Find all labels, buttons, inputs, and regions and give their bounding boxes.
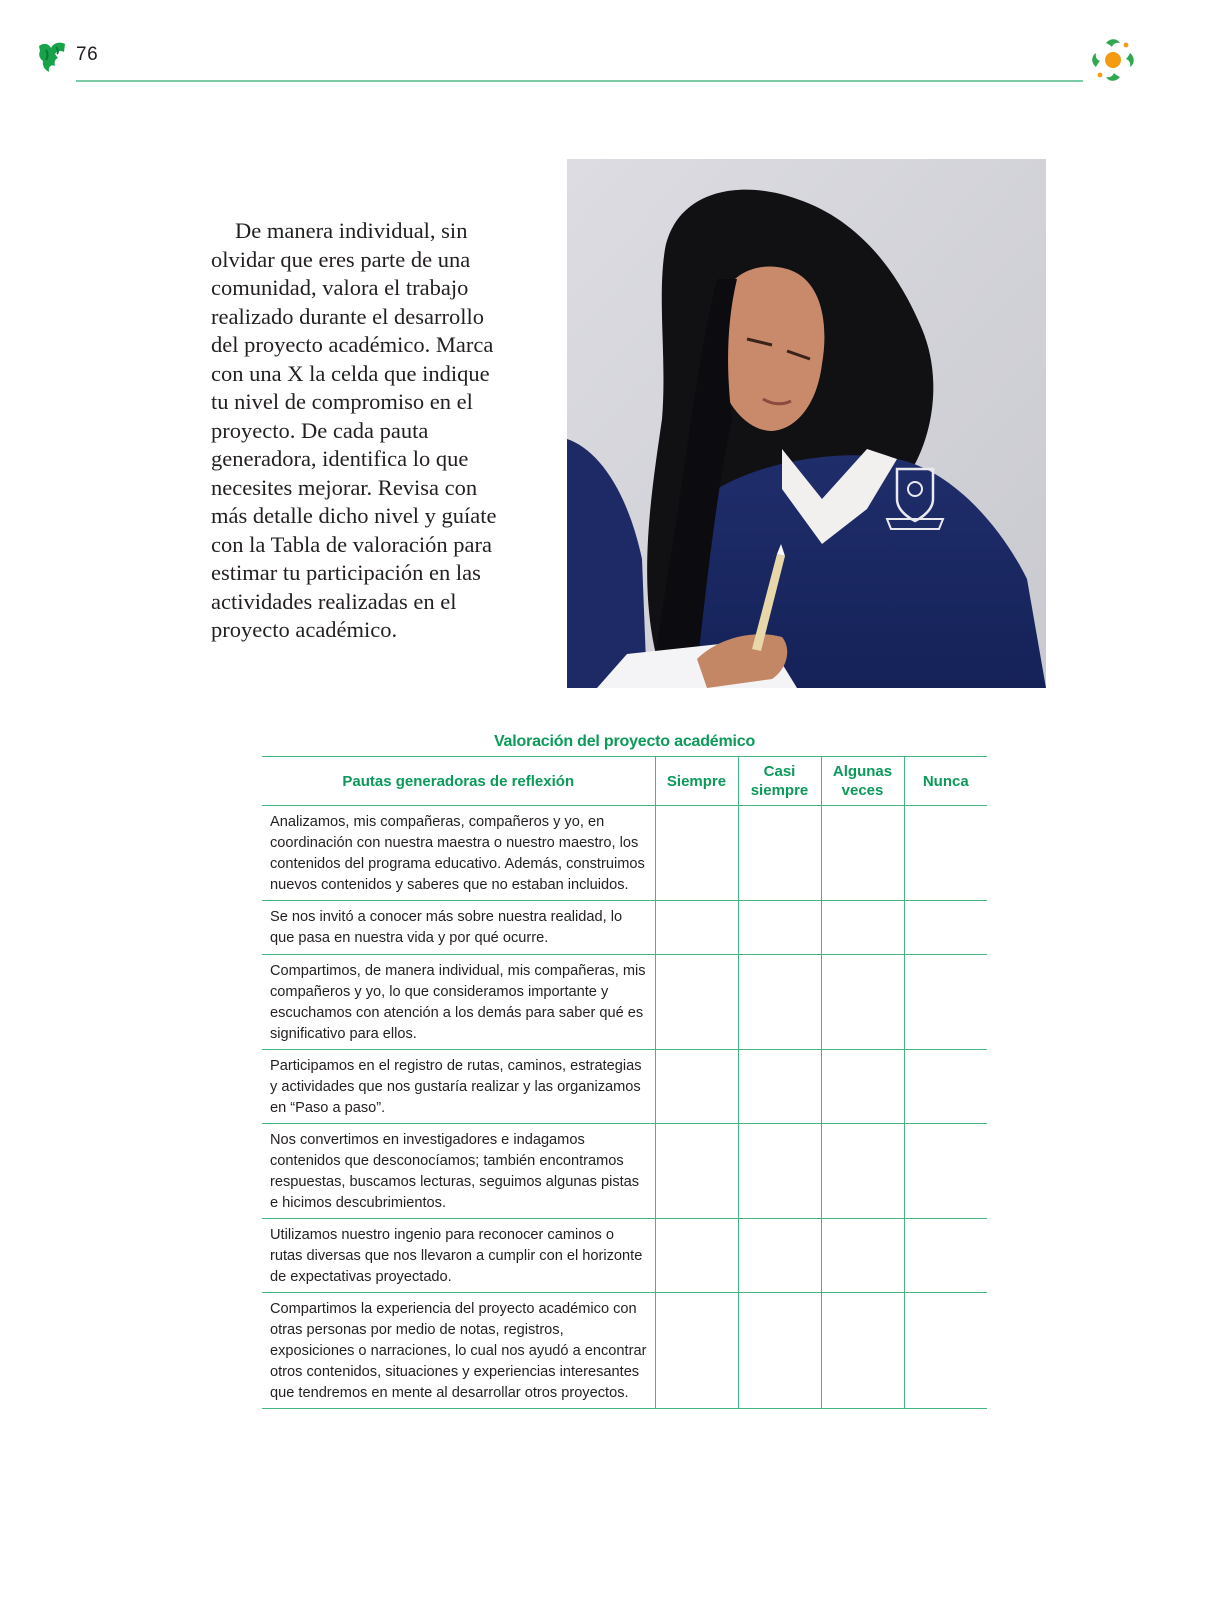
- cell-algunas-veces[interactable]: [821, 955, 904, 1050]
- table-title: Valoración del proyecto académico: [493, 733, 756, 750]
- criterion-text: Nos convertimos en investigadores e indagamos contenidos que desconocíamos; también encontramos respuestas, buscamos lecturas, seguimos algunas pistas e hicimos descubrimientos.: [262, 1124, 655, 1219]
- cell-casi-siempre[interactable]: [738, 806, 821, 901]
- table-row: [262, 1050, 987, 1124]
- criterion-text: Compartimos la experiencia del proyecto académico con otras personas por medio de notas, registros, exposiciones o narraciones, lo cual nos ayudó a encontrar otros contenidos, situaciones y experiencias interesantes que tendremos en mente al desarrollar otros proyectos.: [262, 1293, 655, 1409]
- cell-casi-siempre[interactable]: [738, 1124, 821, 1219]
- cell-nunca[interactable]: [904, 955, 987, 1050]
- cell-casi-siempre[interactable]: [738, 955, 821, 1050]
- cell-nunca[interactable]: [904, 901, 987, 955]
- valoracion-table-section: [262, 728, 987, 1409]
- cell-nunca[interactable]: [904, 806, 987, 901]
- cell-nunca[interactable]: [904, 1124, 987, 1219]
- table-header-row: [262, 757, 987, 806]
- criterion-text: Compartimos, de manera individual, mis compañeras, mis compañeros y yo, lo que consideramos importante y escuchamos con atención a los demás para saber qué es significativo para ellos.: [262, 955, 655, 1050]
- cell-algunas-veces[interactable]: [821, 901, 904, 955]
- header-divider: [76, 80, 1083, 82]
- cell-siempre[interactable]: [655, 1219, 738, 1293]
- cell-casi-siempre[interactable]: [738, 1219, 821, 1293]
- header-casi-siempre: Casi siempre: [738, 757, 821, 806]
- cell-nunca[interactable]: [904, 1050, 987, 1124]
- cell-algunas-veces[interactable]: [821, 806, 904, 901]
- valoracion-table: [262, 756, 987, 1409]
- table-row: [262, 1124, 987, 1219]
- cell-algunas-veces[interactable]: [821, 1124, 904, 1219]
- cell-casi-siempre[interactable]: [738, 1293, 821, 1409]
- cell-algunas-veces[interactable]: [821, 1219, 904, 1293]
- flower-emblem-icon: [1086, 33, 1140, 87]
- criterion-text: Se nos invitó a conocer más sobre nuestra realidad, lo que pasa en nuestra vida y por qué ocurre.: [262, 901, 655, 955]
- table-row: [262, 806, 987, 901]
- table-row: [262, 1219, 987, 1293]
- table-row: [262, 901, 987, 955]
- cell-siempre[interactable]: [655, 1050, 738, 1124]
- cell-siempre[interactable]: [655, 1293, 738, 1409]
- page-number: 76: [76, 44, 99, 65]
- header-siempre: Siempre: [655, 757, 738, 806]
- cell-siempre[interactable]: [655, 1124, 738, 1219]
- cell-siempre[interactable]: [655, 955, 738, 1050]
- student-writing-photo: [567, 159, 1046, 688]
- cell-casi-siempre[interactable]: [738, 901, 821, 955]
- cell-siempre[interactable]: [655, 806, 738, 901]
- table-row: [262, 955, 987, 1050]
- cell-nunca[interactable]: [904, 1219, 987, 1293]
- intro-paragraph: De manera individual, sin olvidar que eres parte de una comunidad, valora el trabajo realizado durante el desarrollo del proyecto académico. Marca con una X la celda que indique tu nivel de compromiso en el proyecto. De cada pauta generadora, identifica lo que necesites mejorar. Revisa con más detalle dicho nivel y guíate con la Tabla de valoración para estimar tu participación en las actividades realizadas en el proyecto académico.: [211, 218, 497, 642]
- header-algunas-veces: Algunas veces: [821, 757, 904, 806]
- criterion-text: Participamos en el registro de rutas, caminos, estrategias y actividades que nos gustaría realizar y las organizamos en “Paso a paso”.: [262, 1050, 655, 1124]
- cell-algunas-veces[interactable]: [821, 1293, 904, 1409]
- criterion-text: Analizamos, mis compañeras, compañeros y yo, en coordinación con nuestra maestra o nuestro maestro, los contenidos del programa educativo. Además, construimos nuevos contenidos y saberes que no estaban incluidos.: [262, 806, 655, 901]
- cell-algunas-veces[interactable]: [821, 1050, 904, 1124]
- cell-siempre[interactable]: [655, 901, 738, 955]
- cell-casi-siempre[interactable]: [738, 1050, 821, 1124]
- table-row: [262, 1293, 987, 1409]
- cell-nunca[interactable]: [904, 1293, 987, 1409]
- green-book-logo-icon: [36, 40, 68, 74]
- header-nunca: Nunca: [904, 757, 987, 806]
- criterion-text: Utilizamos nuestro ingenio para reconocer caminos o rutas diversas que nos llevaron a cumplir con el horizonte de expectativas proyectado.: [262, 1219, 655, 1293]
- header-criterion: Pautas generadoras de reflexión: [262, 757, 655, 806]
